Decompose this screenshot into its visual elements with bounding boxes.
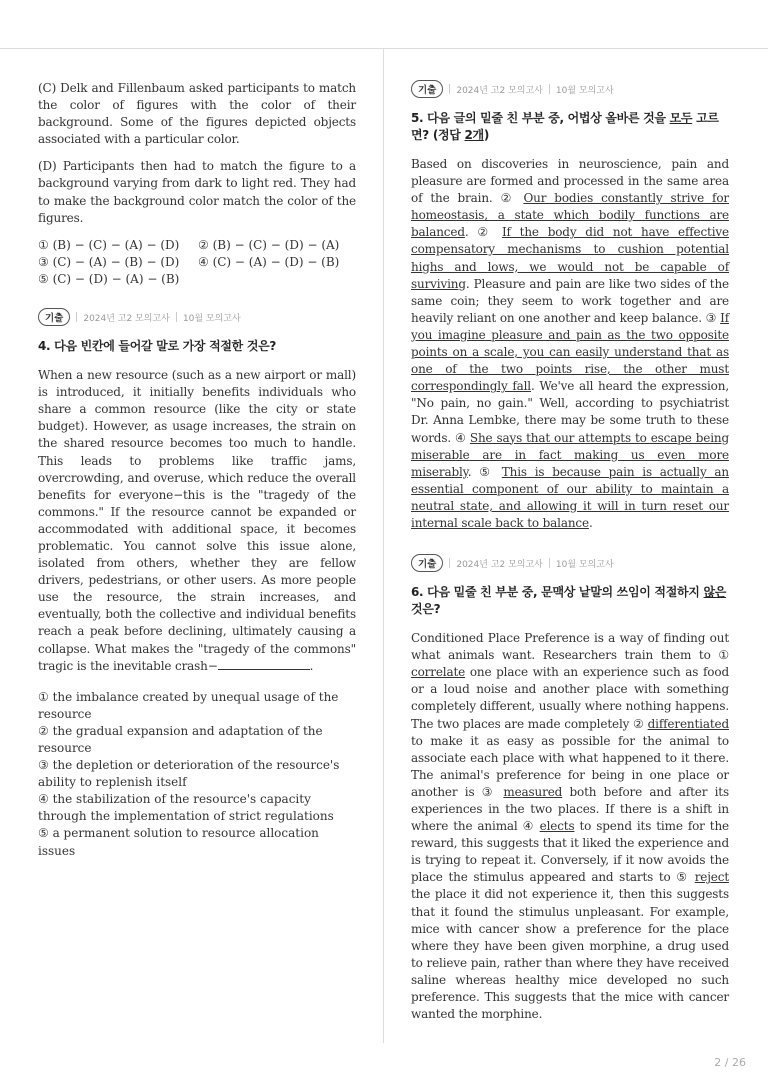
option-1: ① the imbalance created by unequal usage of the resource xyxy=(38,689,339,721)
question-6-title xyxy=(411,584,729,618)
exam-year: 2024년 고2 모의고사 xyxy=(456,85,543,96)
passage-text: . ⑤ xyxy=(467,464,502,479)
passage-text: Conditioned Place Preference is a way of finding out what animals want. Researchers train them to ① xyxy=(411,631,729,663)
answer-blank xyxy=(218,659,310,670)
past-exam-badge: 기출 xyxy=(411,80,443,98)
underlined-word: elects xyxy=(539,819,575,834)
q6-source-tag xyxy=(411,554,729,572)
paragraph-d: (D) Participants then had to match the figure to a background varying from dark to light red. They had to make the background color match the color of the figures. xyxy=(38,159,356,225)
underlined-segment: If the body did not have effective compensatory mechanisms to cushion potential highs and lows, we would not be capable of surviving xyxy=(411,225,730,291)
passage-text: Based on discoveries in neuroscience, pain and pleasure are formed and processed in the same area of the brain. ② xyxy=(411,157,729,206)
passage-text: . xyxy=(588,515,593,530)
right-column xyxy=(411,80,729,1023)
underlined-segment: She says that our attempts to escape being miserable are in fact making us even more miserably xyxy=(411,430,729,479)
question-4-options xyxy=(38,689,356,860)
underlined-word: differentiated xyxy=(647,716,729,731)
option-2: ② the gradual expansion and adaptation of the resource xyxy=(38,723,323,755)
option-4: ④ the stabilization of the resource's capacity through the implementation of strict regulations xyxy=(38,792,334,824)
question-5-title xyxy=(411,110,729,144)
tag-separator xyxy=(549,558,550,568)
passage-text: . ② xyxy=(464,225,502,240)
exam-month: 10월 모의고사 xyxy=(182,313,241,324)
underlined-word: reject xyxy=(694,870,729,885)
passage-text: to spend its time for the reward, this suggests that it liked the experience and is trying to repeat it. Conversely, if it now avoids the place the stimulus appeared and starts to ⑤ xyxy=(411,819,729,885)
underlined-segment: This is because pain is actually an essential component of our ability to maintain a neutral state, and allowing it will in turn reset our internal scale back to balance xyxy=(411,464,729,530)
exam-year: 2024년 고2 모의고사 xyxy=(83,313,170,324)
title-text: 것은? xyxy=(411,602,441,617)
passage-text: both before and after its experiences in the two places. If there is a shift in where the animal ④ xyxy=(411,784,729,834)
passage-end: . xyxy=(309,658,314,673)
page-number: 2 / 26 xyxy=(714,1056,746,1069)
title-text: 고르면? (정답 xyxy=(411,111,719,142)
choice-3: ③ (C) − (A) − (B) − (D) xyxy=(38,254,180,269)
option-3: ③ the depletion or deterioration of the resource's ability to replenish itself xyxy=(38,758,340,790)
question-4-passage xyxy=(38,367,356,675)
passage-text: to make it as easy as possible for the animal to associate each place with what happened to it there. The animal's preference for being in one place or another is ③ xyxy=(411,733,729,799)
choice-4: ④ (C) − (A) − (D) − (B) xyxy=(198,254,340,269)
tag-separator xyxy=(449,84,450,94)
exam-year: 2024년 고2 모의고사 xyxy=(456,559,543,570)
underlined-word: correlate xyxy=(411,665,466,680)
question-6-passage xyxy=(411,630,729,1023)
title-underlined: 2개 xyxy=(464,128,484,142)
paragraph-c: (C) Delk and Fillenbaum asked participants to match the color of figures with the color of their background. Some of the figures depicted objects associated with a particular color. xyxy=(38,81,356,147)
underlined-segment: If you imagine pleasure and pain as the two opposite points on a scale, you can easily understand that as one of the two points rise, the other must correspondingly fall xyxy=(411,310,729,394)
underlined-segment: Our bodies constantly strive for homeostasis, a state which bodily functions are balanced xyxy=(411,191,729,240)
passage-text: one place with an experience such as food or a loud noise and another place with something completely different, usually where nothing happens. The two places are made completely ② xyxy=(411,665,729,731)
past-exam-badge: 기출 xyxy=(411,554,443,572)
title-underlined: 않은 xyxy=(703,585,727,600)
q5-source-tag xyxy=(411,80,729,98)
header-rule xyxy=(0,48,768,49)
tag-separator xyxy=(176,312,177,322)
choice-2: ② (B) − (C) − (D) − (A) xyxy=(198,237,340,252)
title-text: 5. 다음 글의 밑줄 친 부분 중, 어법상 올바른 것을 xyxy=(411,111,670,125)
passage-text: . We've all heard the expression, "No pain, no gain." Well, according to psychiatrist Dr. Anna Lembke, there may be some truth to these words. ④ xyxy=(411,379,729,445)
question-4-title: 4. 다음 빈칸에 들어갈 말로 가장 적절한 것은? xyxy=(38,339,277,354)
column-divider xyxy=(383,48,384,1043)
title-text: ) xyxy=(483,128,490,142)
exam-month: 10월 모의고사 xyxy=(555,559,614,570)
passage-text: When a new resource (such as a new airport or mall) is introduced, it initially benefits individuals who share a common resource (like the city or state budget). However, as usage increases, the strain on the shared resource becomes too much to handle. This leads to problems like traffic jams, overcrowding, and overuse, which reduce the overall benefits for everyone−this is the "tragedy of the commons." If the resource cannot be expanded or accommodated with additional space, it becomes problematic. You cannot solve this issue alone, isolated from others, whether they are fellow drivers, pedestrians, or other users. As more people use the resource, the strain increases, and eventually, both the collective and individual benefits reach a peak before declining, ultimately causing a collapse. What makes the "tragedy of the commons" tragic is the inevitable crash− xyxy=(38,368,356,673)
tag-separator xyxy=(549,84,550,94)
past-exam-badge: 기출 xyxy=(38,308,70,326)
underlined-word: measured xyxy=(503,784,563,799)
passage-text: the place it did not experience it, then this suggests that it found the stimulus unpleasant. For example, mice with cancer show a preference for the place where they have been given morphine, a drug used to relieve pain, rather than where they have received saline whereas healthy mice developed no such preference. This suggests that the mice with cancer wanted the morphine. xyxy=(411,887,729,1022)
choice-1: ① (B) − (C) − (A) − (D) xyxy=(38,237,180,252)
title-text: 6. 다음 밑줄 친 부분 중, 문맥상 낱말의 쓰임이 적절하지 xyxy=(411,585,704,600)
choice-5: ⑤ (C) − (D) − (A) − (B) xyxy=(38,271,180,286)
question-5-passage xyxy=(411,156,729,532)
q4-source-tag xyxy=(38,308,356,326)
passage-text: . Pleasure and pain are like two sides of the same coin; they seem to work together and are heavily reliant on one another and keep balance. ③ xyxy=(411,276,729,325)
left-column xyxy=(38,80,356,860)
title-underlined: 모두 xyxy=(669,111,693,125)
tag-separator xyxy=(449,558,450,568)
tag-separator xyxy=(76,312,77,322)
exam-month: 10월 모의고사 xyxy=(555,85,614,96)
option-5: ⑤ a permanent solution to resource allocation issues xyxy=(38,826,319,858)
answer-choices xyxy=(38,237,356,288)
